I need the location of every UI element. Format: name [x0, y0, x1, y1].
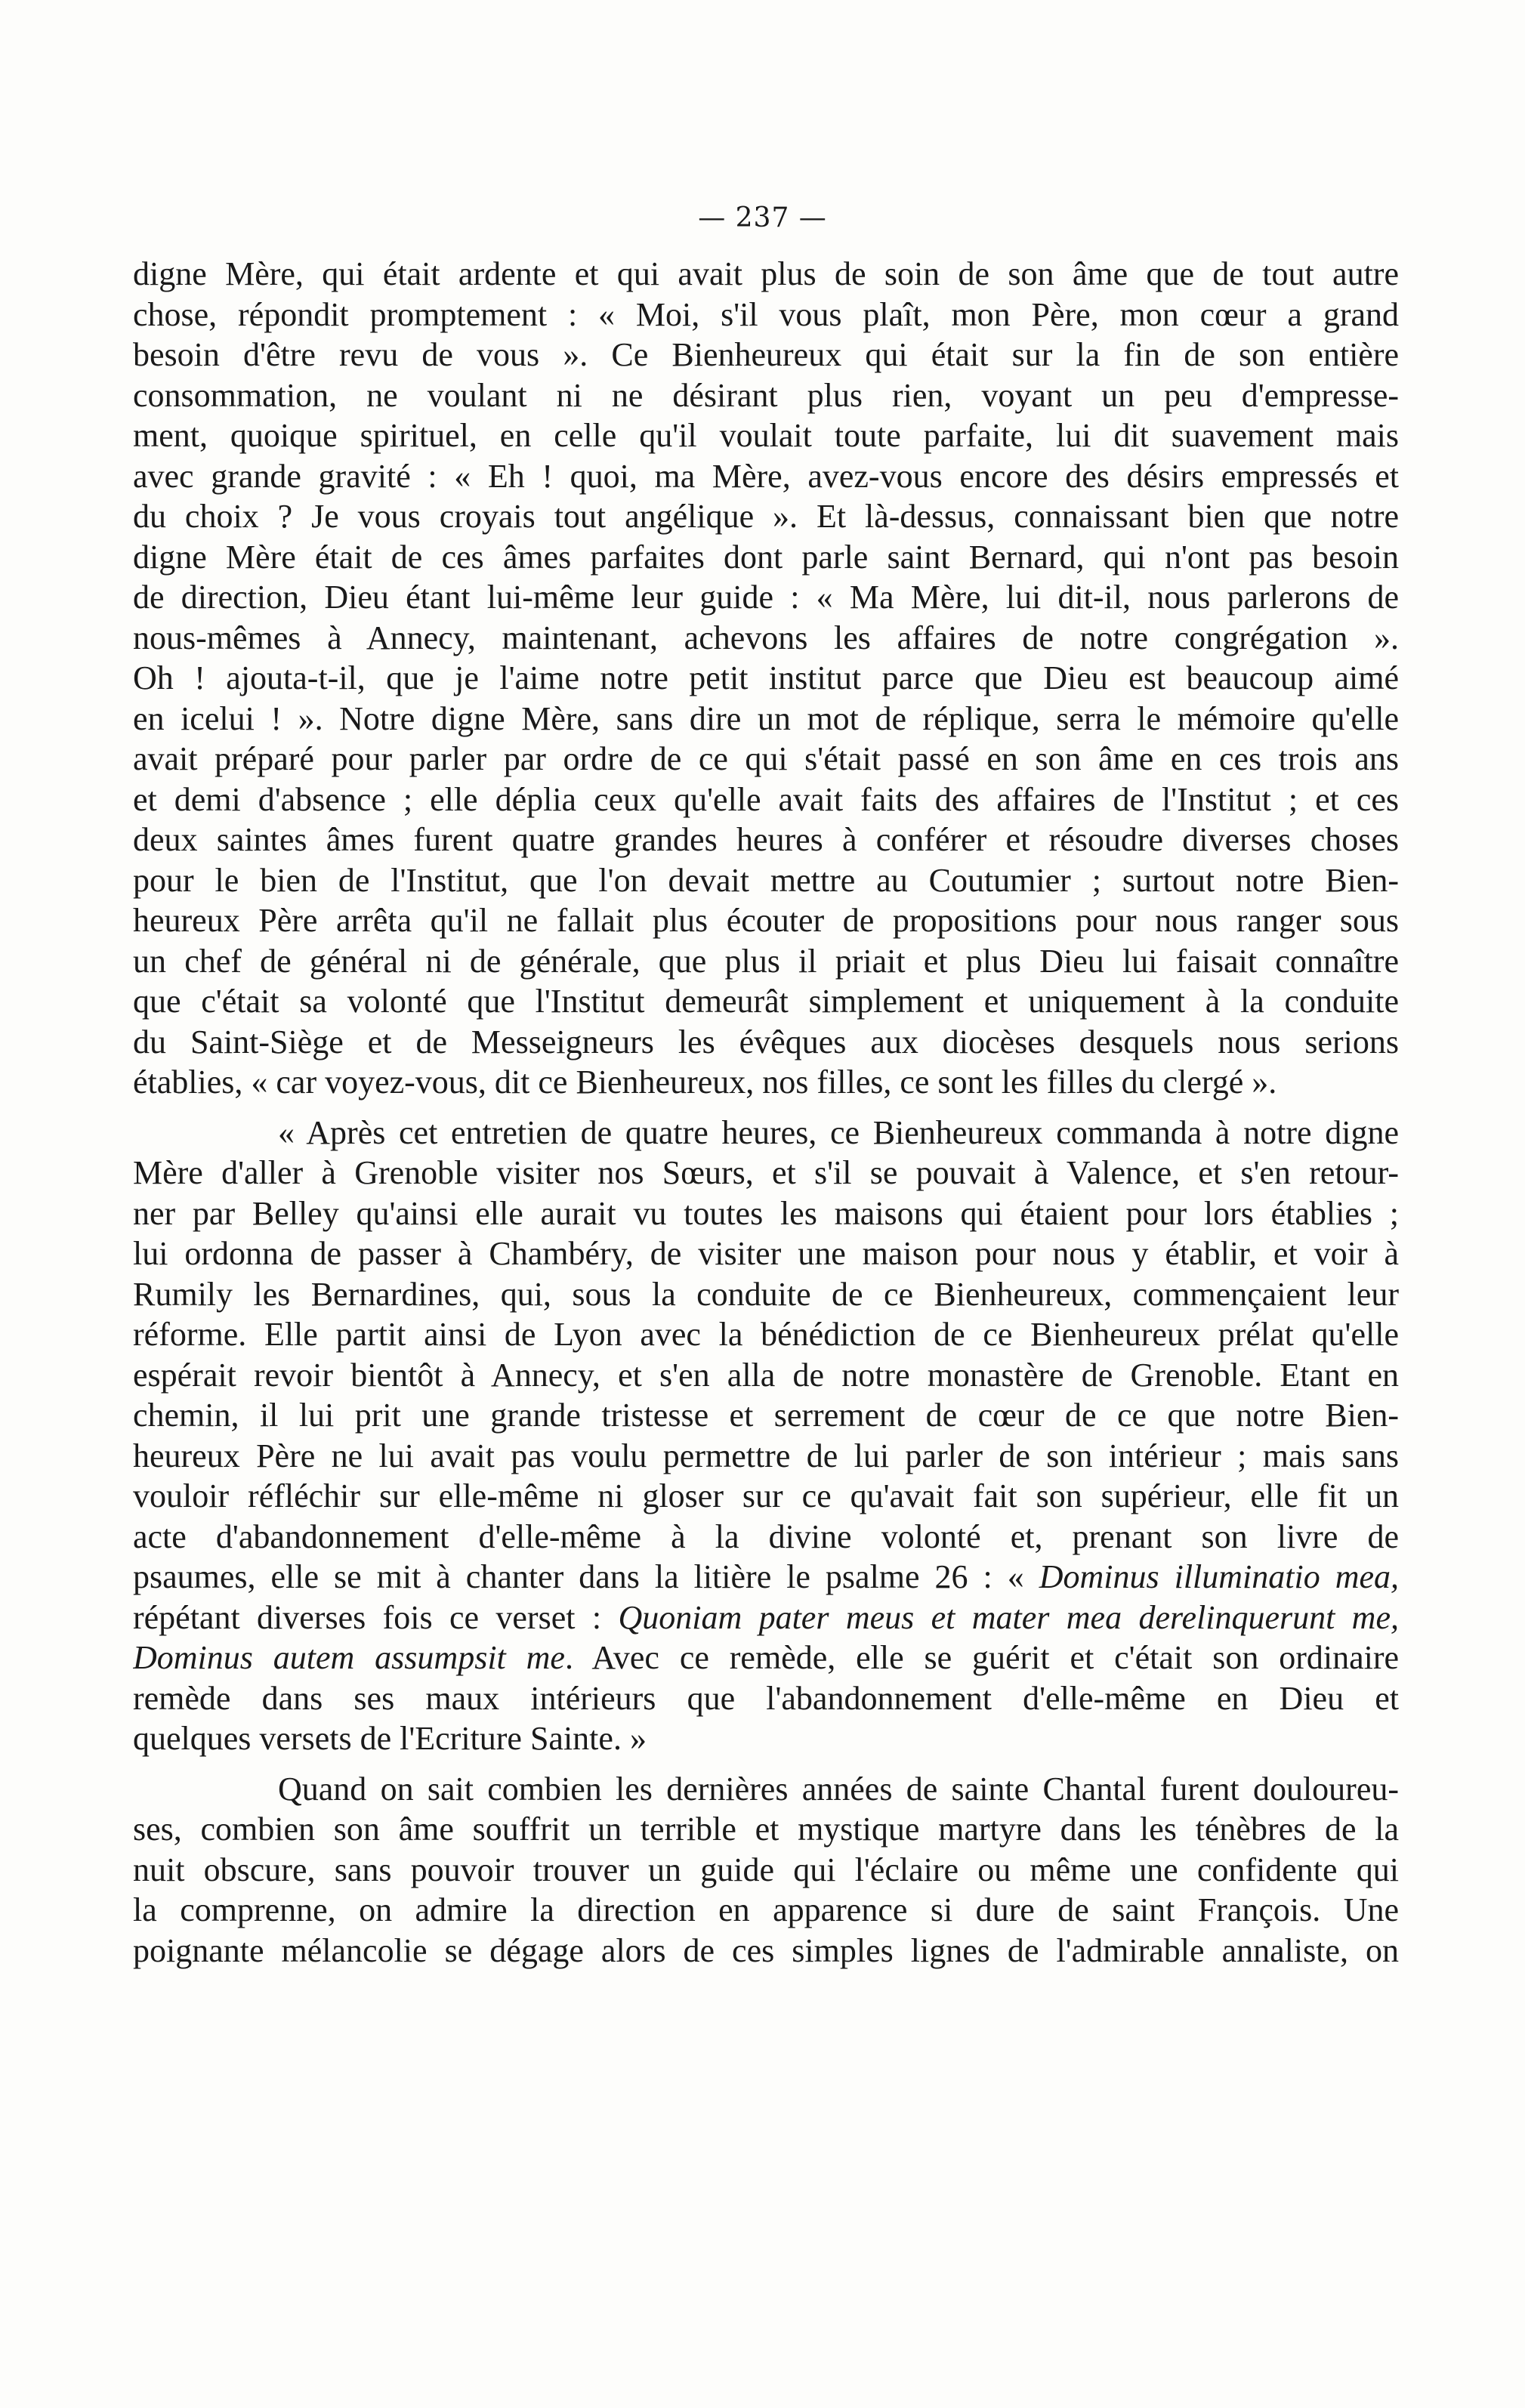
text-line: un chef de général ni de générale, que plus il priait et plus Dieu lui faisait connaître — [133, 942, 1399, 980]
text-line: digne Mère était de ces âmes parfaites dont parle saint Bernard, qui n'ont pas besoin — [133, 538, 1399, 576]
text-line: que c'était sa volonté que l'Institut demeurât simplement et uniquement à la conduite — [133, 983, 1399, 1020]
text-line: la comprenne, on admire la direction en apparence si dure de saint François. Une — [133, 1891, 1399, 1928]
text-line: quelques versets de l'Ecriture Sainte. » — [133, 1720, 647, 1757]
text-line: vouloir réfléchir sur elle-même ni gloser sur ce qu'avait fait son supérieur, elle fit un — [133, 1477, 1399, 1514]
latin-quote: Dominus illuminatio mea, — [1039, 1558, 1399, 1595]
page-body-text — [133, 254, 1399, 1971]
text-line: lui ordonna de passer à Chambéry, de visiter une maison pour nous y établir, et voir à — [133, 1235, 1399, 1272]
text-line — [133, 1598, 1399, 1638]
text-line: du Saint-Siège et de Messeigneurs les évêques aux diocèses desquels nous serions — [133, 1023, 1399, 1060]
text-line: et demi d'absence ; elle déplia ceux qu'elle avait faits des affaires de l'Institut ; et ces — [133, 780, 1399, 818]
text-line — [133, 1557, 1399, 1598]
text-line: besoin d'être revu de vous ». Ce Bienheureux qui était sur la fin de son entière — [133, 336, 1399, 373]
paragraph-3 — [133, 1769, 1399, 1971]
text-run: psaumes, elle se mit à chanter dans la litière le psalme 26 : « — [133, 1558, 1039, 1595]
latin-quote: Quoniam pater meus et mater mea derelinquerunt me, — [618, 1598, 1399, 1636]
text-line: acte d'abandonnement d'elle-même à la divine volonté et, prenant son livre de — [133, 1517, 1399, 1555]
text-line: nuit obscure, sans pouvoir trouver un guide qui l'éclaire ou même une confidente qui — [133, 1851, 1399, 1888]
text-line: digne Mère, qui était ardente et qui avait plus de soin de son âme que de tout autre — [133, 255, 1399, 292]
text-line: Mère d'aller à Grenoble visiter nos Sœurs, et s'il se pouvait à Valence, et s'en retour- — [133, 1154, 1399, 1191]
page-number: — 237 — — [698, 202, 827, 233]
text-line: ses, combien son âme souffrit un terrible et mystique martyre dans les ténèbres de la — [133, 1811, 1399, 1848]
text-run: . Avec ce remède, elle se guérit et c'était son ordinaire — [564, 1639, 1399, 1676]
text-line: en icelui ! ». Notre digne Mère, sans dire un mot de réplique, serra le mémoire qu'elle — [133, 699, 1399, 737]
text-line: deux saintes âmes furent quatre grandes heures à conférer et résoudre diverses choses — [133, 821, 1399, 858]
text-line: chemin, il lui prit une grande tristesse et serrement de cœur de ce que notre Bien- — [133, 1397, 1399, 1434]
text-line: réforme. Elle partit ainsi de Lyon avec la bénédiction de ce Bienheureux prélat qu'elle — [133, 1316, 1399, 1353]
text-line: avec grande gravité : « Eh ! quoi, ma Mère, avez-vous encore des désirs empressés et — [133, 457, 1399, 495]
paragraph-2 — [133, 1113, 1399, 1759]
paragraph-1 — [133, 254, 1399, 1103]
text-line: remède dans ses maux intérieurs que l'abandonnement d'elle-même en Dieu et — [133, 1679, 1399, 1717]
text-line: nous-mêmes à Annecy, maintenant, achevons les affaires de notre congrégation ». — [133, 619, 1399, 656]
text-line: heureux Père arrêta qu'il ne fallait plus écouter de propositions pour nous ranger sous — [133, 902, 1399, 939]
text-line: consommation, ne voulant ni ne désirant plus rien, voyant un peu d'empresse- — [133, 376, 1399, 414]
latin-quote: Dominus autem assumpsit me — [133, 1639, 565, 1676]
text-line: avait préparé pour parler par ordre de ce qui s'était passé en son âme en ces trois ans — [133, 740, 1399, 777]
text-line — [133, 1638, 1399, 1678]
text-line: ment, quoique spirituel, en celle qu'il voulait toute parfaite, lui dit suavement mais — [133, 417, 1399, 454]
text-line: Oh ! ajouta-t-il, que je l'aime notre petit institut parce que Dieu est beaucoup aimé — [133, 659, 1399, 696]
text-line: ner par Belley qu'ainsi elle aurait vu toutes les maisons qui étaient pour lors établies ; — [133, 1194, 1399, 1232]
text-line: « Après cet entretien de quatre heures, ce Bienheureux commanda à notre digne — [278, 1113, 1399, 1151]
text-run: répétant diverses fois ce verset : — [133, 1598, 619, 1636]
text-line: chose, répondit promptement : « Moi, s'il vous plaît, mon Père, mon cœur a grand — [133, 295, 1399, 333]
text-line: de direction, Dieu étant lui-même leur guide : « Ma Mère, lui dit-il, nous parlerons de — [133, 579, 1399, 616]
text-line: heureux Père ne lui avait pas voulu permettre de lui parler de son intérieur ; mais sans — [133, 1437, 1399, 1474]
text-line: espérait revoir bientôt à Annecy, et s'en alla de notre monastère de Grenoble. Etant en — [133, 1356, 1399, 1394]
text-line: établies, « car voyez-vous, dit ce Bienheureux, nos filles, ce sont les filles du clergé ». — [133, 1064, 1277, 1101]
text-line: Rumily les Bernardines, qui, sous la conduite de ce Bienheureux, commençaient leur — [133, 1275, 1399, 1313]
text-line: pour le bien de l'Institut, que l'on devait mettre au Coutumier ; surtout notre Bien- — [133, 861, 1399, 899]
text-line: Quand on sait combien les dernières années de sainte Chantal furent douloureu- — [278, 1770, 1399, 1808]
text-line: poignante mélancolie se dégage alors de ces simples lignes de l'admirable annaliste, on — [133, 1931, 1399, 1969]
text-line: du choix ? Je vous croyais tout angélique ». Et là-dessus, connaissant bien que notre — [133, 498, 1399, 535]
